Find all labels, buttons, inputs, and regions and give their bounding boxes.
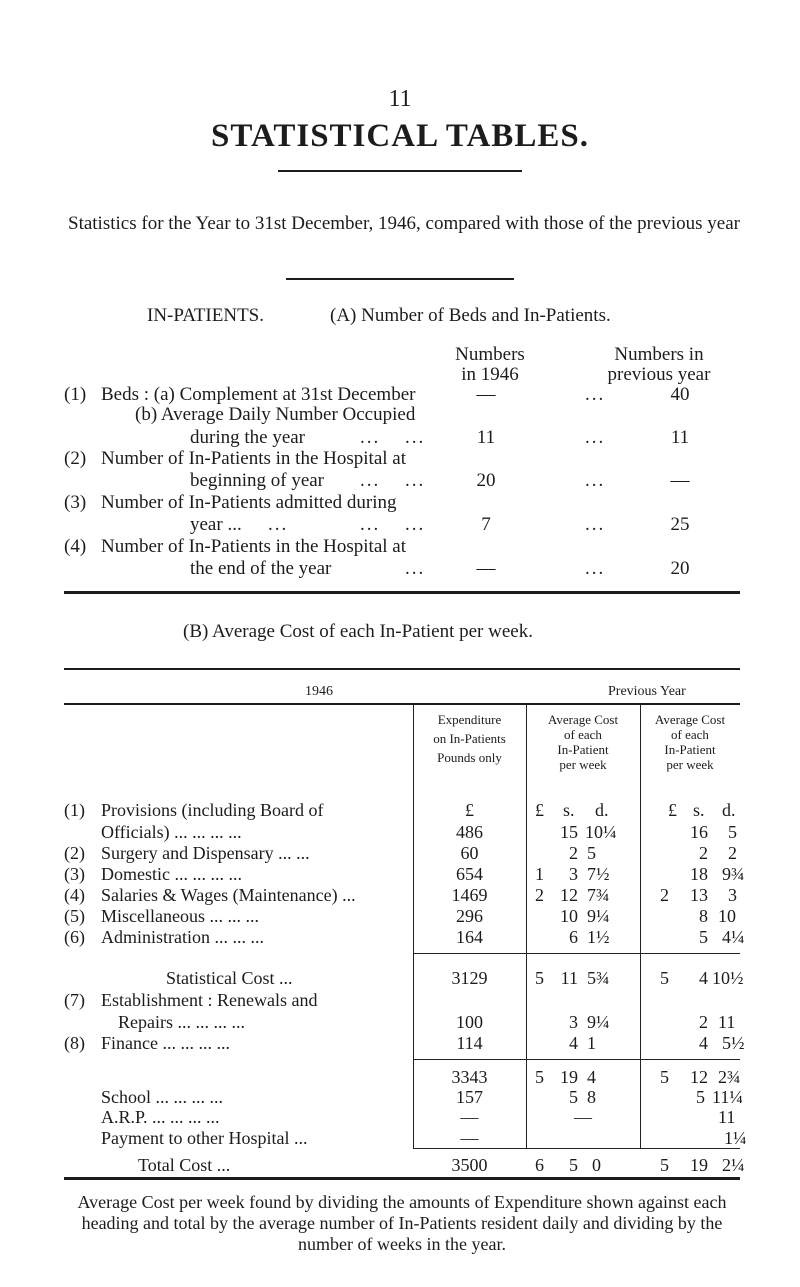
b-row-4-d: 7¾ [587,885,610,905]
b-row-5-exp: 296 [456,906,483,926]
b-row-8-ps: 4 [699,1033,708,1053]
prev-header-line2: of each [671,727,709,742]
b-row-3-d: 7½ [587,864,610,884]
b-row-2-ps: 2 [699,843,708,863]
b-row-2-label: Surgery and Dispensary ... ... [101,843,310,863]
row-a-1946: — [476,384,496,405]
row-3-dots-2: ... [360,514,381,535]
row-a-label-b: (b) Average Daily Number Occupied [135,404,416,425]
b-row-1-label-b: Officials) ... ... ... ... [101,822,242,842]
avg-header-line4: per week [559,757,607,772]
b-row-8-label: Finance ... ... ... ... [101,1033,230,1053]
row-2-dots-2: ... [405,470,426,491]
unit-avg-pence: d. [595,800,609,820]
row-4-prev: 20 [670,558,690,579]
row-a-num: (1) [64,384,87,405]
exp-header [413,712,526,765]
page-title: STATISTICAL TABLES. [211,118,589,154]
b-row-8-s: 4 [569,1033,578,1053]
b-row-6-s: 6 [569,927,578,947]
statistical-cost-rule [413,953,740,954]
b-row-2-d: 5 [587,843,596,863]
b-row-7-label-b: Repairs ... ... ... ... [118,1012,245,1032]
b-row-6-label: Administration ... ... ... [101,927,264,947]
school-pd: 11¼ [712,1087,743,1107]
exp-header-line3: Pounds only [437,750,502,765]
row-2-1946: 20 [476,470,496,491]
arp-pd: 11 [718,1107,736,1127]
b-row-2-exp: 60 [460,843,479,863]
section-a-divider [64,591,740,594]
school-d: 8 [587,1087,596,1107]
b-row-7-s: 3 [569,1012,578,1032]
b-row-7-label-a: Establishment : Renewals and [101,990,318,1010]
row-3-dots-3: ... [405,514,426,535]
total-exp: 3500 [451,1155,488,1175]
b-row-1-d: 10¼ [585,822,617,842]
exp-header-line2: on In-Patients [433,731,506,746]
prev-header-line3: In-Patient [664,742,716,757]
total-label: Total Cost ... [138,1155,231,1175]
unit-avg-pound: £ [535,800,544,820]
total-l: 6 [535,1155,544,1175]
b-row-7-num: (7) [64,990,85,1010]
row-2-dots-1: ... [360,470,381,491]
subtotal-d: 4 [587,1067,596,1087]
school-pl: 5 [696,1087,705,1107]
b-row-5-d: 9¼ [587,906,610,926]
prev-header-line1: Average Cost [654,712,726,727]
unit-exp: £ [465,800,474,820]
row-a-label: Beds : (a) Complement at 31st December [101,384,416,405]
b-row-6-d: 1½ [587,927,610,947]
statistical-cost-label: Statistical Cost ... [166,968,293,988]
b-row-7-ps: 2 [699,1012,708,1032]
year-1946-label: 1946 [305,684,333,699]
subtotal-s: 19 [560,1067,578,1087]
title-divider [278,170,522,172]
b-row-5-ps: 8 [699,906,708,926]
b-row-8-d: 1 [587,1033,596,1053]
intro-divider [286,278,514,280]
b-row-7-pd: 11 [718,1012,736,1032]
b-row-4-ps: 13 [690,885,708,905]
subtotal-pl: 5 [660,1067,669,1087]
row-4-dots-1: ... [405,558,426,579]
b-row-2-s: 2 [569,843,578,863]
statistical-cost-exp: 3129 [451,968,488,988]
b-row-5-num: (5) [64,906,85,926]
year-prev-label: Previous Year [608,684,686,699]
table-header-rule [64,703,740,705]
row-b-dots: ... [585,427,606,448]
b-row-1-exp: 486 [456,822,483,842]
total-pl: 5 [660,1155,669,1175]
exp-header-line1: Expenditure [437,712,502,727]
b-row-1-num: (1) [64,800,85,820]
school-s: 5 [569,1087,578,1107]
row-4-label-b: the end of the year [190,558,332,579]
col-prev-header-line1: Numbers in [614,344,704,365]
row-2-prev: — [670,470,690,491]
table-top-rule [64,668,740,670]
total-d: 0 [592,1155,601,1175]
b-row-3-label: Domestic ... ... ... ... [101,864,242,884]
row-3-label-b: year ... [190,514,242,535]
b-row-5-pd: 10 [718,906,736,926]
b-row-2-pd: 2 [728,843,737,863]
statistical-cost-ps: 4 [699,968,708,988]
arp-label: A.R.P. ... ... ... ... [101,1107,220,1127]
b-row-3-ps: 18 [690,864,708,884]
unit-avg-shilling: s. [563,800,575,820]
b-row-4-pd: 3 [728,885,737,905]
row-4-num: (4) [64,536,87,557]
statistical-cost-pd: 10½ [712,968,744,988]
b-row-6-num: (6) [64,927,85,947]
subtotal-exp: 3343 [451,1067,488,1087]
b-row-6-pd: 4¼ [722,927,745,947]
b-row-6-exp: 164 [456,927,483,947]
row-3-label: Number of In-Patients admitted during [101,492,397,513]
b-row-3-s: 3 [569,864,578,884]
unit-prev-shilling: s. [693,800,705,820]
school-exp: 157 [456,1087,483,1107]
statistical-cost-l: 5 [535,968,544,988]
row-b-1946: 11 [476,427,496,448]
avg-header-line2: of each [564,727,602,742]
b-row-1-label-a: Provisions (including Board of [101,800,324,820]
statistical-cost-pl: 5 [660,968,669,988]
b-row-8-exp: 114 [456,1033,483,1053]
total-s: 5 [569,1155,578,1175]
prev-header-line4: per week [666,757,714,772]
school-label: School ... ... ... ... [101,1087,224,1107]
row-3-dots-1: ... [268,514,289,535]
col-prev-header-line2: previous year [607,364,711,385]
b-row-4-num: (4) [64,885,85,905]
footnote: Average Cost per week found by dividing the amounts of Expenditure shown against each heading and total by the average number of In-Patients resident daily and dividing by the number of weeks in the year. [77,1192,727,1254]
statistical-cost-s: 11 [560,968,578,988]
subtotal-l: 5 [535,1067,544,1087]
row-a-dots: ... [585,384,606,405]
row-4-1946: — [476,558,496,579]
b-row-3-pd: 9¾ [722,864,745,884]
b-row-8-pd: 5½ [722,1033,745,1053]
subtotal-rule [413,1059,740,1060]
b-row-1-ps: 16 [690,822,708,842]
col-1946-header-line2: in 1946 [461,364,519,385]
section-b-heading: (B) Average Cost of each In-Patient per week. [183,621,533,642]
b-row-8-num: (8) [64,1033,85,1053]
col-1946-header-line1: Numbers [455,344,525,365]
subtotal-ps: 12 [690,1067,708,1087]
b-row-3-l: 1 [535,864,544,884]
row-2-label-b: beginning of year [190,470,325,491]
row-a-prev: 40 [670,384,690,405]
b-row-1-s: 15 [560,822,578,842]
b-row-5-s: 10 [560,906,578,926]
b-row-4-l: 2 [535,885,544,905]
b-row-2-num: (2) [64,843,85,863]
b-row-4-label: Salaries & Wages (Maintenance) ... [101,885,356,905]
row-2-dots: ... [585,470,606,491]
row-a-label-c: during the year [190,427,306,448]
payment-pd: 1¼ [724,1128,747,1148]
row-3-prev: 25 [670,514,690,535]
unit-prev-pence: d. [722,800,736,820]
total-pd: 2¼ [722,1155,745,1175]
row-2-num: (2) [64,448,87,469]
b-row-6-ps: 5 [699,927,708,947]
page-number: 11 [388,86,412,112]
prev-header [640,712,740,772]
avg-header-line1: Average Cost [547,712,619,727]
b-row-3-num: (3) [64,864,85,884]
section-a-heading-right: (A) Number of Beds and In-Patients. [330,305,611,326]
intro-text: Statistics for the Year to 31st December, 1946, compared with those of the previous year [68,213,740,234]
row-3-num: (3) [64,492,87,513]
b-row-5-label: Miscellaneous ... ... ... [101,906,259,926]
b-row-4-s: 12 [560,885,578,905]
avg-header [526,712,640,772]
b-row-7-d: 9¼ [587,1012,610,1032]
b-row-4-pl: 2 [660,885,669,905]
total-ps: 19 [690,1155,708,1175]
section-a-heading-left: IN-PATIENTS. [147,305,264,326]
row-4-label: Number of In-Patients in the Hospital at [101,536,406,557]
avg-header-line3: In-Patient [557,742,609,757]
row-3-1946: 7 [481,514,491,535]
row-a-dots-2: ... [405,427,426,448]
subtotal-pd: 2¾ [718,1067,741,1087]
row-b-prev: 11 [670,427,690,448]
row-3-dots: ... [585,514,606,535]
row-a-dots-1: ... [360,427,381,448]
payment-label: Payment to other Hospital ... [101,1128,308,1148]
b-row-3-exp: 654 [456,864,483,884]
payment-exp: — [460,1128,479,1148]
b-row-4-exp: 1469 [451,885,488,905]
table-bottom-rule [64,1177,740,1180]
b-row-1-pd: 5 [728,822,737,842]
arp-avg: — [574,1107,592,1127]
row-2-label: Number of In-Patients in the Hospital at [101,448,406,469]
unit-prev-pound: £ [668,800,677,820]
b-row-7-exp: 100 [456,1012,483,1032]
arp-exp: — [460,1107,479,1127]
statistical-cost-d: 5¾ [587,968,610,988]
total-rule [413,1148,740,1149]
row-4-dots: ... [585,558,606,579]
